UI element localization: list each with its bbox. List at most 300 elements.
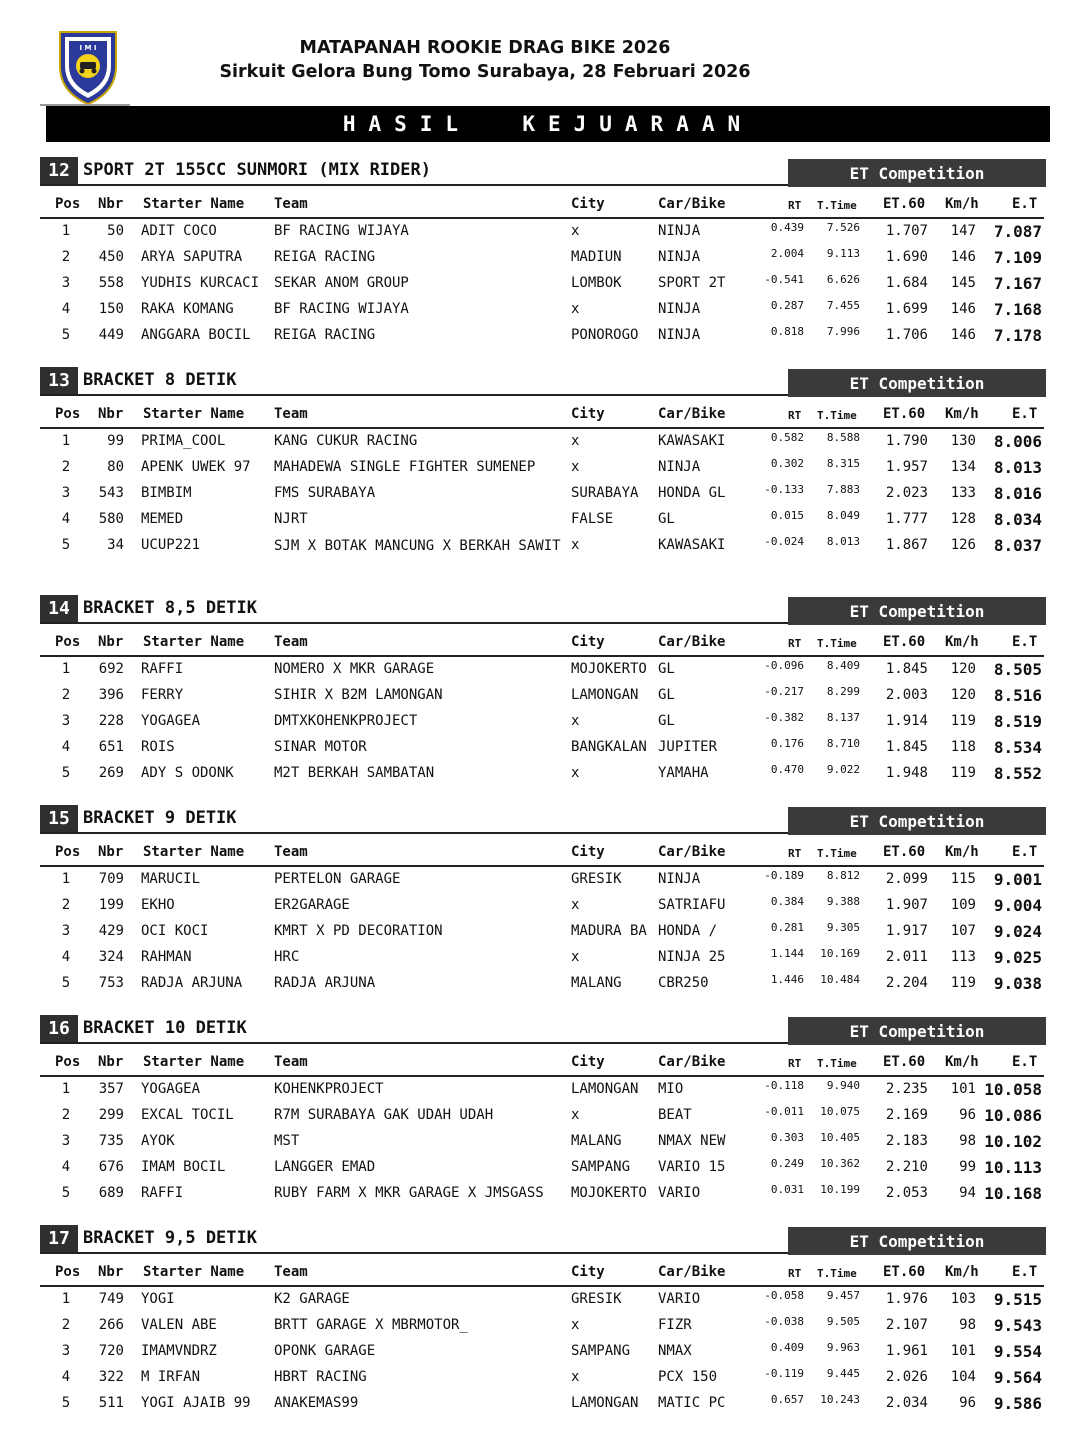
cell-team: R7M SURABAYA GAK UDAH UDAH [274,1106,494,1123]
cell-city: x [571,712,580,729]
cell-nbr: 322 [98,1368,124,1385]
cell-team: M2T BERKAH SAMBATAN [274,764,435,781]
cell-kmh: 113 [950,948,976,965]
cell-team: NOMERO X MKR GARAGE [274,661,435,677]
cell-pos: 5 [61,326,71,343]
cell-car: NINJA [658,871,701,887]
cell-city: MALANG [571,1132,622,1149]
cell-et: 7.168 [993,299,1042,319]
cell-team: DMTXKOHENKPROJECT [274,712,418,729]
table-row [40,1101,1050,1127]
cell-nbr: 50 [107,223,124,239]
cell-kmh: 119 [950,712,976,729]
cell-et60: 1.690 [885,248,928,265]
cell-pos: 2 [61,1316,71,1333]
section-title: SPORT 2T 155CC SUNMORI (MIX RIDER) [83,160,431,180]
cell-kmh: 109 [950,896,976,913]
cell-name: IMAM BOCIL [141,1158,226,1175]
section-header [40,157,1050,185]
competition-badge: ET Competition [788,597,1046,625]
cell-name: MARUCIL [141,871,201,887]
cell-name: AYOK [141,1132,175,1149]
cell-tt: 10.484 [820,972,860,986]
cell-team: K2 GARAGE [274,1291,350,1307]
cell-kmh: 96 [959,1394,976,1411]
cell-team: REIGA RACING [274,326,376,343]
cell-nbr: 580 [98,510,124,527]
cell-name: FERRY [141,686,184,703]
cell-car: NINJA 25 [658,948,726,965]
section-header [40,367,1050,395]
cell-rt: 0.302 [770,456,804,470]
cell-team: SIHIR X B2M LAMONGAN [274,686,443,703]
section-number: 12 [40,157,78,184]
cell-et60: 1.914 [885,712,928,729]
column-header-tt: T.Time [817,847,857,860]
cell-kmh: 99 [959,1158,976,1175]
cell-rt: -0.038 [764,1314,804,1328]
cell-nbr: 676 [98,1158,124,1175]
column-header-row [40,401,1050,427]
cell-kmh: 103 [950,1291,976,1307]
column-header-pos: Pos [55,196,81,212]
cell-name: BIMBIM [141,484,192,501]
cell-city: x [571,1368,580,1385]
column-header-name: Starter Name [143,406,245,422]
cell-et: 8.516 [993,685,1042,705]
cell-tt: 9.457 [826,1289,860,1302]
cell-pos: 4 [61,948,71,965]
section-divider [40,1252,790,1254]
column-header-et: E.T [1012,844,1038,860]
cell-et: 9.038 [993,973,1042,993]
section-title: BRACKET 9,5 DETIK [83,1228,257,1248]
cell-nbr: 511 [98,1394,124,1411]
column-header-name: Starter Name [143,1054,245,1070]
table-row [40,321,1050,347]
cell-rt: 0.031 [770,1182,804,1196]
cell-car: NINJA [658,248,701,265]
cell-et: 9.001 [993,870,1042,889]
cell-nbr: 80 [107,458,124,475]
cell-et: 9.025 [993,947,1042,967]
column-header-kmh: Km/h [945,844,979,860]
cell-nbr: 689 [98,1184,124,1201]
column-header-car: Car/Bike [658,634,726,650]
column-header-row [40,629,1050,655]
table-row [40,759,1050,785]
cell-city: x [571,1106,580,1123]
cell-kmh: 115 [950,871,976,887]
cell-car: NINJA [658,326,701,343]
table-row [40,453,1050,479]
column-header-pos: Pos [55,634,81,650]
column-header-tt: T.Time [817,1057,857,1070]
cell-kmh: 107 [950,922,976,939]
column-header-nbr: Nbr [98,406,124,422]
column-header-tt: T.Time [817,1267,857,1280]
cell-et: 10.168 [984,1183,1042,1203]
cell-pos: 4 [61,1158,71,1175]
column-header-et: E.T [1012,1054,1038,1070]
cell-car: JUPITER [658,738,718,755]
column-header-et60: ET.60 [883,196,926,212]
cell-et: 7.167 [993,273,1042,293]
cell-kmh: 96 [959,1106,976,1123]
column-header-kmh: Km/h [945,406,979,422]
cell-tt: 8.588 [826,431,860,444]
cell-nbr: 150 [98,300,124,317]
cell-name: RADJA ARJUNA [141,974,243,991]
cell-pos: 1 [61,1291,71,1307]
section-divider [40,622,790,624]
event-subtitle: Sirkuit Gelora Bung Tomo Surabaya, 28 Februari 2026 [219,62,751,82]
table-row [40,917,1050,943]
cell-kmh: 119 [950,974,976,991]
column-header-team: Team [274,634,308,650]
svg-text:I M I: I M I [79,44,97,52]
column-header-tt: T.Time [817,637,857,650]
column-header-et: E.T [1012,634,1038,650]
column-header-team: Team [274,844,308,860]
table-row [40,295,1050,321]
cell-name: RAHMAN [141,948,192,965]
result-section [40,157,1050,346]
cell-rt: 0.176 [770,736,804,750]
cell-kmh: 94 [959,1184,976,1201]
cell-pos: 3 [61,1342,71,1359]
section-divider [40,832,790,834]
cell-name: ROIS [141,738,175,755]
cell-tt: 7.526 [826,221,860,234]
cell-rt: 2.004 [770,246,804,260]
cell-rt: 0.281 [770,920,804,934]
table-row [40,681,1050,707]
cell-city: SURABAYA [571,484,639,501]
cell-kmh: 134 [950,458,976,475]
column-header-team: Team [274,196,308,212]
column-header-et60: ET.60 [883,406,926,422]
cell-rt: 0.582 [770,431,804,444]
column-header-rt: RT [788,1057,802,1070]
cell-nbr: 228 [98,712,124,729]
cell-car: VARIO [658,1184,701,1201]
cell-car: MATIC PC [658,1394,726,1411]
table-row [40,427,1050,453]
cell-kmh: 120 [950,661,976,677]
column-header-pos: Pos [55,844,81,860]
column-header-kmh: Km/h [945,1264,979,1280]
column-header-nbr: Nbr [98,634,124,650]
table-row [40,243,1050,269]
cell-et: 8.505 [993,660,1042,679]
cell-name: RAFFI [141,1184,184,1201]
cell-team: HBRT RACING [274,1368,367,1385]
cell-nbr: 558 [98,274,124,291]
section-divider [40,394,790,396]
column-header-row [40,839,1050,865]
table-row [40,1127,1050,1153]
cell-pos: 4 [61,510,71,527]
table-row [40,865,1050,891]
cell-nbr: 269 [98,764,124,781]
cell-pos: 1 [61,661,71,677]
cell-nbr: 753 [98,974,124,991]
cell-team: MST [274,1132,300,1149]
cell-city: SAMPANG [571,1342,631,1359]
cell-pos: 1 [61,433,71,449]
cell-et: 10.102 [984,1131,1042,1151]
cell-et60: 1.777 [885,510,928,527]
column-header-team: Team [274,406,308,422]
cell-et: 8.552 [993,763,1042,783]
cell-rt: 0.818 [770,324,804,338]
column-header-et: E.T [1012,406,1038,422]
cell-tt: 7.996 [826,324,860,338]
cell-pos: 5 [61,1184,71,1201]
competition-badge: ET Competition [788,1017,1046,1045]
cell-et60: 2.003 [885,686,928,703]
cell-nbr: 651 [98,738,124,755]
cell-kmh: 146 [950,300,976,317]
column-header-nbr: Nbr [98,196,124,212]
cell-et: 8.519 [993,711,1042,731]
cell-nbr: 429 [98,922,124,939]
cell-nbr: 99 [107,433,124,449]
cell-car: KAWASAKI [658,536,726,553]
section-title: BRACKET 8 DETIK [83,370,237,390]
cell-city: MADURA BA [571,922,647,939]
cell-pos: 1 [61,871,71,887]
cell-kmh: 119 [950,764,976,781]
column-header-et: E.T [1012,196,1038,212]
cell-rt: 0.470 [770,762,804,776]
competition-badge: ET Competition [788,159,1046,187]
cell-tt: 9.305 [826,920,860,934]
cell-et60: 1.706 [885,326,928,343]
cell-tt: 8.013 [826,534,860,548]
cell-name: ANGGARA BOCIL [141,326,251,343]
cell-city: PONOROGO [571,326,639,343]
cell-tt: 8.137 [826,710,860,724]
cell-car: YAMAHA [658,764,709,781]
cell-name: VALEN ABE [141,1316,217,1333]
column-header-et60: ET.60 [883,844,926,860]
column-header-pos: Pos [55,1264,81,1280]
cell-rt: -0.119 [764,1366,804,1380]
cell-city: SAMPANG [571,1158,631,1175]
cell-et: 9.554 [993,1341,1042,1361]
column-header-car: Car/Bike [658,1054,726,1070]
cell-tt: 10.169 [820,946,860,960]
table-row [40,531,1050,577]
cell-name: UCUP221 [141,536,201,553]
cell-et: 9.004 [993,895,1042,915]
cell-nbr: 709 [98,871,124,887]
table-row [40,891,1050,917]
cell-et60: 1.684 [885,274,928,291]
cell-car: NINJA [658,223,701,239]
table-row [40,733,1050,759]
cell-et: 9.515 [993,1290,1042,1309]
cell-city: x [571,764,580,781]
column-header-car: Car/Bike [658,844,726,860]
cell-et: 8.006 [993,432,1042,451]
cell-city: x [571,1316,580,1333]
column-header-city: City [571,844,605,860]
cell-name: ADIT COCO [141,223,217,239]
cell-rt: 0.303 [770,1130,804,1144]
event-title: MATAPANAH ROOKIE DRAG BIKE 2026 [299,38,671,58]
cell-city: LOMBOK [571,274,622,291]
cell-rt: -0.024 [764,534,804,548]
table-row [40,1075,1050,1101]
column-header-name: Starter Name [143,196,245,212]
cell-team: REIGA RACING [274,248,376,265]
cell-pos: 4 [61,1368,71,1385]
cell-et: 9.564 [993,1367,1042,1387]
column-header-et60: ET.60 [883,1054,926,1070]
cell-city: x [571,536,580,553]
cell-team: NJRT [274,510,308,527]
table-row [40,1337,1050,1363]
cell-kmh: 146 [950,326,976,343]
result-section [40,805,1050,994]
cell-rt: -0.189 [764,869,804,882]
cell-tt: 8.812 [826,869,860,882]
cell-city: x [571,300,580,317]
cell-tt: 9.113 [826,246,860,260]
cell-et60: 1.790 [885,433,928,449]
cell-et: 10.113 [984,1157,1042,1177]
cell-rt: -0.096 [764,659,804,672]
competition-badge: ET Competition [788,369,1046,397]
cell-pos: 2 [61,896,71,913]
cell-et60: 2.011 [885,948,928,965]
cell-et60: 1.707 [885,223,928,239]
cell-pos: 1 [61,1081,71,1097]
cell-tt: 7.883 [826,482,860,496]
cell-kmh: 130 [950,433,976,449]
column-header-rt: RT [788,847,802,860]
cell-et60: 2.099 [885,871,928,887]
cell-city: LAMONGAN [571,686,639,703]
cell-team: OPONK GARAGE [274,1342,376,1359]
cell-et: 7.178 [993,325,1042,345]
cell-et60: 2.026 [885,1368,928,1385]
column-header-nbr: Nbr [98,1264,124,1280]
cell-team: SINAR MOTOR [274,738,367,755]
cell-tt: 9.940 [826,1079,860,1092]
cell-et60: 1.948 [885,764,928,781]
cell-kmh: 118 [950,738,976,755]
cell-team: BF RACING WIJAYA [274,300,409,317]
cell-name: ARYA SAPUTRA [141,248,243,265]
cell-nbr: 199 [98,896,124,913]
cell-car: NINJA [658,458,701,475]
table-row [40,707,1050,733]
cell-kmh: 120 [950,686,976,703]
cell-et: 10.058 [984,1080,1042,1099]
cell-city: MOJOKERTO [571,1184,647,1201]
cell-car: CBR250 [658,974,709,991]
cell-name: YUDHIS KURCACI [141,274,260,291]
cell-et60: 2.183 [885,1132,928,1149]
cell-et60: 1.917 [885,922,928,939]
column-header-row [40,1259,1050,1285]
cell-team: KMRT X PD DECORATION [274,922,443,939]
cell-et60: 1.699 [885,300,928,317]
column-header-city: City [571,196,605,212]
cell-kmh: 147 [950,223,976,239]
cell-rt: 0.384 [770,894,804,908]
cell-et: 8.037 [993,535,1042,555]
cell-nbr: 720 [98,1342,124,1359]
cell-car: HONDA / [658,922,718,939]
cell-et60: 1.845 [885,661,928,677]
cell-tt: 9.445 [826,1366,860,1380]
cell-kmh: 101 [950,1081,976,1097]
column-header-city: City [571,634,605,650]
cell-tt: 8.710 [826,736,860,750]
section-header [40,805,1050,833]
cell-city: FALSE [571,510,614,527]
column-header-et: E.T [1012,1264,1038,1280]
column-header-et60: ET.60 [883,634,926,650]
cell-car: GL [658,510,675,527]
cell-city: GRESIK [571,1291,622,1307]
column-header-rt: RT [788,1267,802,1280]
cell-et60: 2.034 [885,1394,928,1411]
column-header-tt: T.Time [817,199,857,212]
cell-car: PCX 150 [658,1368,718,1385]
result-section [40,595,1050,784]
cell-rt: 0.249 [770,1156,804,1170]
cell-pos: 3 [61,922,71,939]
cell-nbr: 324 [98,948,124,965]
cell-city: GRESIK [571,871,622,887]
table-row [40,969,1050,995]
column-header-team: Team [274,1264,308,1280]
cell-city: MALANG [571,974,622,991]
cell-team: FMS SURABAYA [274,484,376,501]
cell-et60: 2.204 [885,974,928,991]
cell-car: SPORT 2T [658,274,726,291]
section-header [40,595,1050,623]
cell-tt: 8.049 [826,508,860,522]
cell-name: YOGI [141,1291,175,1307]
competition-badge: ET Competition [788,1227,1046,1255]
cell-et: 8.016 [993,483,1042,503]
cell-et60: 1.867 [885,536,928,553]
cell-team: BF RACING WIJAYA [274,223,409,239]
cell-pos: 5 [61,764,71,781]
cell-tt: 9.505 [826,1314,860,1328]
table-row [40,943,1050,969]
cell-city: x [571,433,580,449]
cell-nbr: 299 [98,1106,124,1123]
cell-tt: 9.388 [826,894,860,908]
cell-nbr: 396 [98,686,124,703]
section-number: 13 [40,367,78,394]
cell-team: SEKAR ANOM GROUP [274,274,409,291]
cell-kmh: 104 [950,1368,976,1385]
cell-name: IMAMVNDRZ [141,1342,217,1359]
cell-et60: 1.957 [885,458,928,475]
cell-et60: 1.845 [885,738,928,755]
column-header-city: City [571,406,605,422]
cell-pos: 2 [61,686,71,703]
